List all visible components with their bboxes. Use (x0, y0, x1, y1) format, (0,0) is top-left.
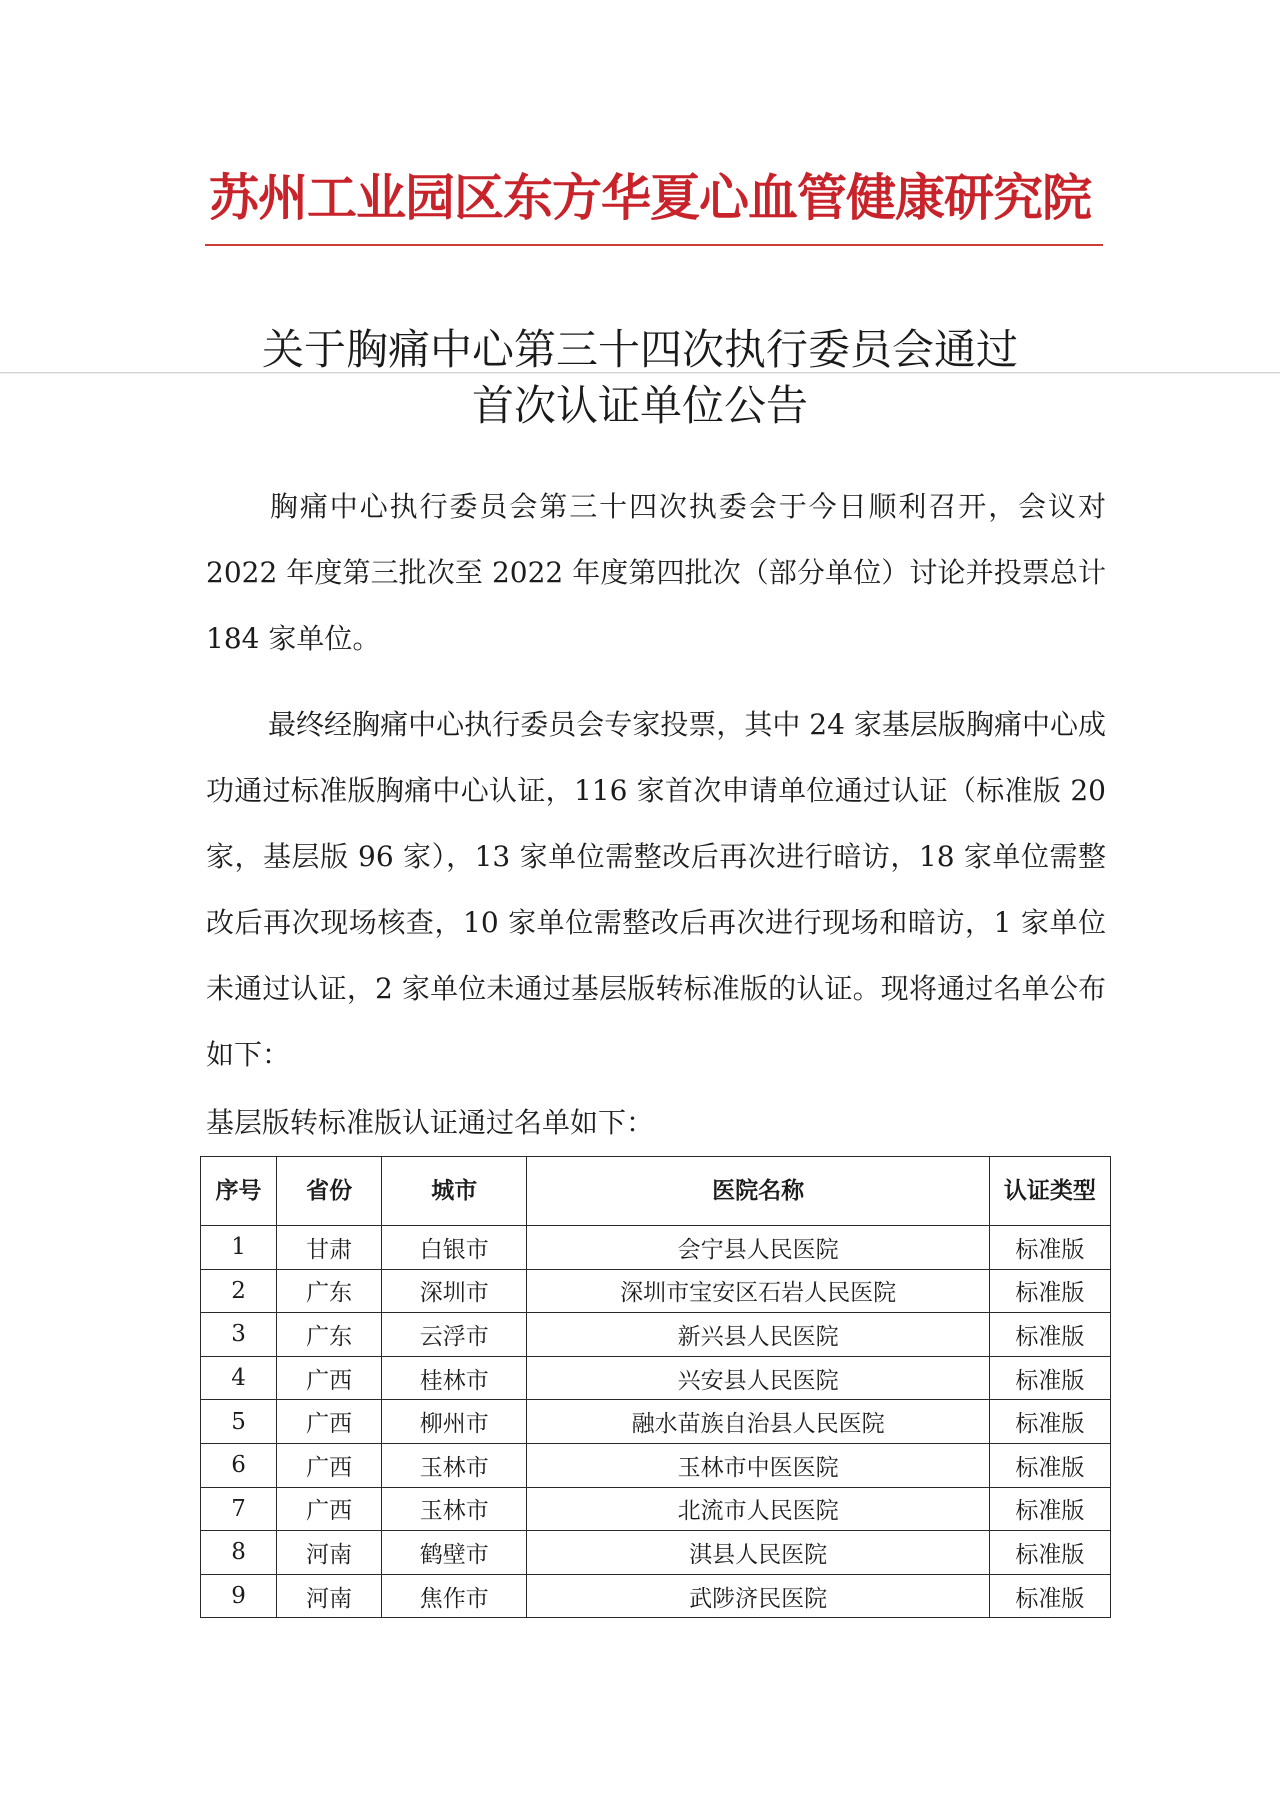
table-row (201, 1313, 1111, 1357)
cell-province: 广西 (277, 1400, 382, 1444)
cell-hospital: 玉林市中医医院 (527, 1443, 990, 1487)
cell-province: 河南 (277, 1574, 382, 1618)
cell-city: 玉林市 (382, 1487, 527, 1531)
cell-province: 广东 (277, 1313, 382, 1357)
cell-city: 深圳市 (382, 1269, 527, 1313)
cell-city: 桂林市 (382, 1356, 527, 1400)
cell-city: 柳州市 (382, 1400, 527, 1444)
table-row (201, 1400, 1111, 1444)
cell-province: 甘肃 (277, 1226, 382, 1270)
cell-hospital: 武陟济民医院 (527, 1574, 990, 1618)
paragraph-1-text: 胸痛中心执行委员会第三十四次执委会于今日顺利召开，会议对 2022 年度第三批次至 2022 年度第四批次（部分单位）讨论并投票总计 184 家单位。 (206, 490, 1106, 655)
cell-type: 标准版 (989, 1269, 1110, 1313)
cell-type: 标准版 (989, 1356, 1110, 1400)
table-header-row (201, 1157, 1111, 1226)
table-row (201, 1226, 1111, 1270)
cell-no: 9 (201, 1574, 277, 1618)
cell-type: 标准版 (989, 1400, 1110, 1444)
cell-type: 标准版 (989, 1443, 1110, 1487)
cell-province: 广西 (277, 1443, 382, 1487)
table-row (201, 1356, 1111, 1400)
cell-no: 8 (201, 1531, 277, 1575)
cell-no: 5 (201, 1400, 277, 1444)
table-row (201, 1574, 1111, 1618)
header-type: 认证类型 (989, 1157, 1110, 1226)
cell-type: 标准版 (989, 1487, 1110, 1531)
paragraph-meeting-summary (206, 474, 1106, 672)
table-row (201, 1269, 1111, 1313)
header-city: 城市 (382, 1157, 527, 1226)
cell-type: 标准版 (989, 1313, 1110, 1357)
cell-province: 广东 (277, 1269, 382, 1313)
cell-city: 焦作市 (382, 1574, 527, 1618)
cell-no: 2 (201, 1269, 277, 1313)
document-title (150, 322, 1130, 434)
table-row (201, 1443, 1111, 1487)
cell-hospital: 融水苗族自治县人民医院 (527, 1400, 990, 1444)
cell-city: 白银市 (382, 1226, 527, 1270)
cell-province: 河南 (277, 1531, 382, 1575)
cell-no: 7 (201, 1487, 277, 1531)
title-line-1: 关于胸痛中心第三十四次执行委员会通过 (261, 325, 1018, 374)
cell-city: 玉林市 (382, 1443, 527, 1487)
cell-hospital: 会宁县人民医院 (527, 1226, 990, 1270)
letterhead-red-rule (205, 244, 1103, 246)
cell-hospital: 新兴县人民医院 (527, 1313, 990, 1357)
header-province: 省份 (277, 1157, 382, 1226)
title-line-2: 首次认证单位公告 (471, 381, 808, 430)
cell-no: 4 (201, 1356, 277, 1400)
paragraph-2-text: 最终经胸痛中心执行委员会专家投票，其中 24 家基层版胸痛中心成功通过标准版胸痛中心认证，116 家首次申请单位通过认证（标准版 20 家，基层版 96 家），13 家单位需整改后再次进行暗访，18 家单位需整改后再次现场核查，10 家单位需整改后再次进行现场和暗访，1 家单位未通过认证，2 家单位未通过基层版转标准版的认证。现将通过名单公布如下： (206, 708, 1106, 1071)
cell-type: 标准版 (989, 1574, 1110, 1618)
cell-hospital: 北流市人民医院 (527, 1487, 990, 1531)
cell-no: 1 (201, 1226, 277, 1270)
cell-no: 6 (201, 1443, 277, 1487)
cell-no: 3 (201, 1313, 277, 1357)
cell-city: 云浮市 (382, 1313, 527, 1357)
header-no: 序号 (201, 1157, 277, 1226)
cell-type: 标准版 (989, 1226, 1110, 1270)
certified-units-table (200, 1156, 1111, 1618)
table-row (201, 1531, 1111, 1575)
paragraph-vote-results (206, 692, 1106, 1088)
cell-type: 标准版 (989, 1531, 1110, 1575)
cell-city: 鹤壁市 (382, 1531, 527, 1575)
list-heading: 基层版转标准版认证通过名单如下： (206, 1106, 655, 1139)
cell-province: 广西 (277, 1356, 382, 1400)
cell-province: 广西 (277, 1487, 382, 1531)
letterhead-org-name: 苏州工业园区东方华夏心血管健康研究院 (209, 168, 1091, 227)
cell-hospital: 深圳市宝安区石岩人民医院 (527, 1269, 990, 1313)
cell-hospital: 兴安县人民医院 (527, 1356, 990, 1400)
table-row (201, 1487, 1111, 1531)
cell-hospital: 淇县人民医院 (527, 1531, 990, 1575)
header-hospital: 医院名称 (527, 1157, 990, 1226)
